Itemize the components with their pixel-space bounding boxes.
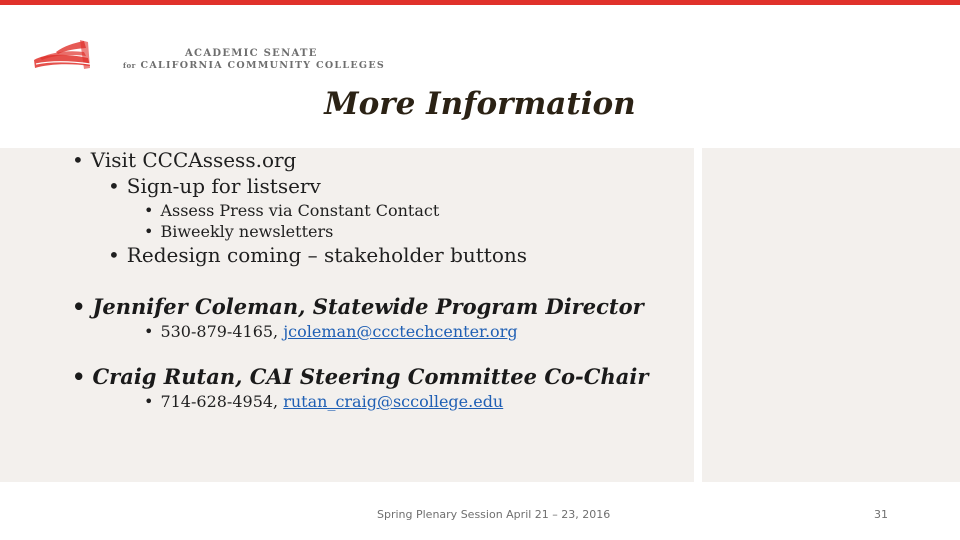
slide-title: More Information [324,86,636,122]
top-accent-bar [0,0,960,5]
bullet-icon: • [108,243,120,267]
bullet-text: Jennifer Coleman, Statewide Program Director [92,294,644,319]
side-panel [702,148,960,482]
bullet-icon: • [108,174,120,198]
email-link[interactable]: jcoleman@ccctechcenter.org [283,322,518,341]
phone-number: 530-879-4165, [160,322,284,341]
org-name-prefix: for [123,61,136,70]
phone-number: 714-628-4954, [160,392,284,411]
bullet-icon: • [144,222,154,241]
bullet-newsletters [144,222,333,241]
bullet-icon: • [72,294,86,319]
bullet-icon: • [144,392,154,411]
bullet-text: Biweekly newsletters [160,222,334,241]
bullet-icon: • [72,364,86,389]
academic-senate-logo-icon [30,38,94,72]
page-number: 31 [874,508,888,521]
email-link[interactable]: rutan_craig@sccollege.edu [283,392,504,411]
bullet-text: Visit CCCAssess.org [90,148,297,172]
org-name-line-2 [123,60,385,71]
org-name-line-1: ACADEMIC SENATE [185,48,318,59]
footer-session: Spring Plenary Session April 21 – 23, 2016 [377,508,611,521]
bullet-contact-rutan [72,364,648,389]
bullet-assess-press [144,201,439,220]
bullet-icon: • [72,148,84,172]
bullet-redesign [108,243,527,267]
bullet-listserv [108,174,321,198]
bullet-icon: • [144,201,154,220]
bullet-icon: • [144,322,154,341]
bullet-rutan-details [144,392,503,411]
bullet-visit-site [72,148,296,172]
bullet-text: Redesign coming – stakeholder buttons [126,243,528,267]
org-name-main: CALIFORNIA COMMUNITY COLLEGES [140,60,386,71]
bullet-coleman-details [144,322,518,341]
bullet-contact-coleman [72,294,644,319]
bullet-text: Sign-up for listserv [126,174,321,198]
bullet-text: Assess Press via Constant Contact [160,201,440,220]
bullet-text: Craig Rutan, CAI Steering Committee Co-Chair [92,364,649,389]
